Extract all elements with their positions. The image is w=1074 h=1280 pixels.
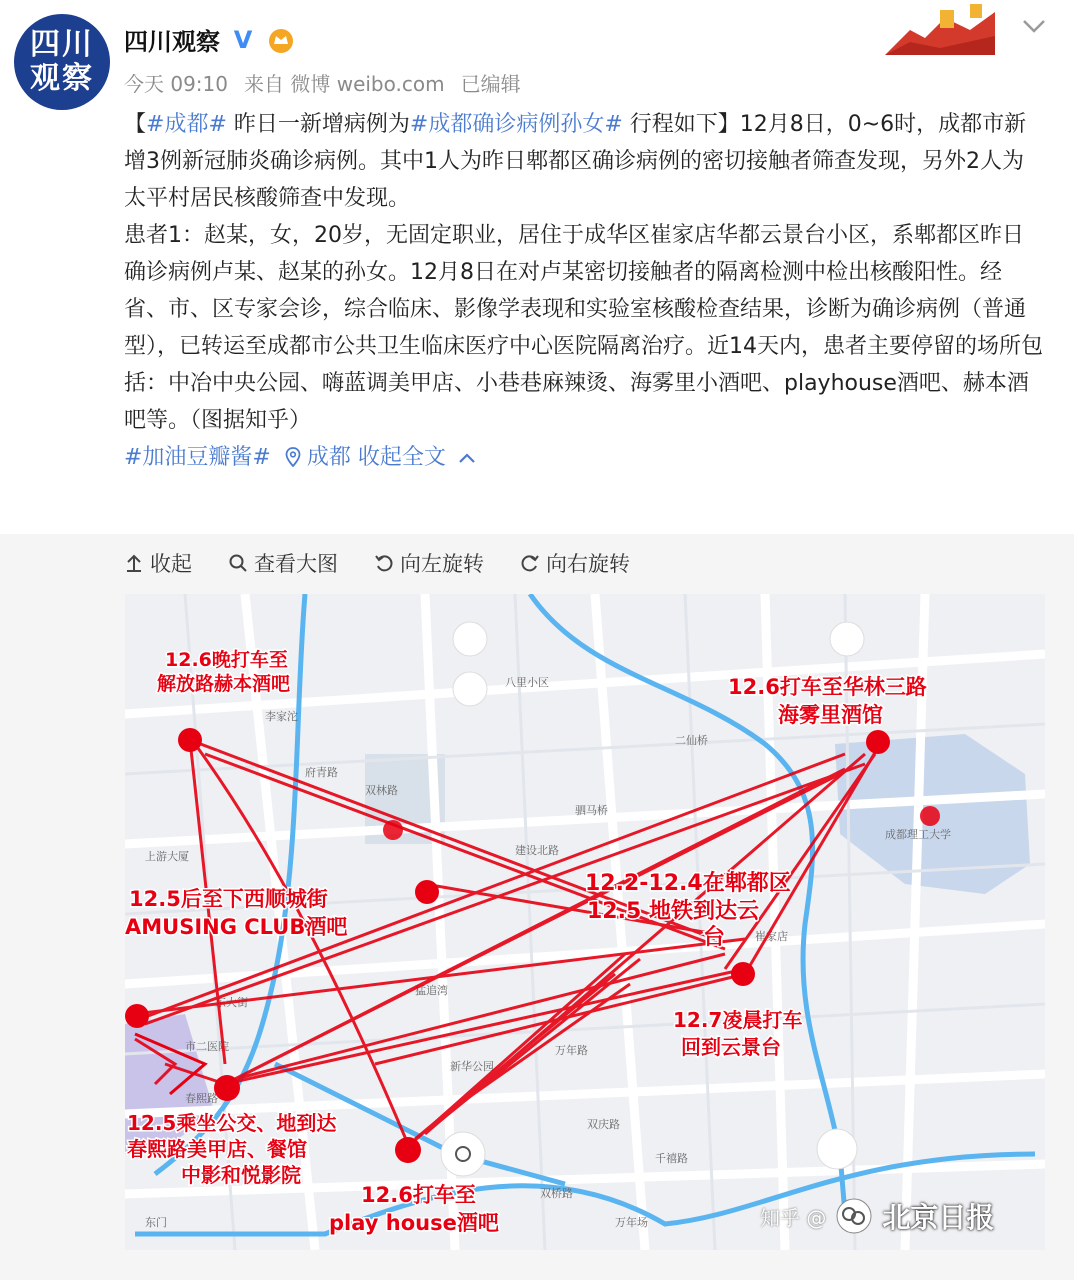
place-label: 成都理工大学: [885, 828, 951, 841]
annotation-5a: 12.7凌晨打车: [673, 1008, 803, 1032]
collapse-full-text-link[interactable]: 收起全文: [357, 445, 446, 470]
place-label: 二仙桥: [675, 734, 708, 747]
rotate-left-label: 向左旋转: [400, 552, 484, 576]
location-link[interactable]: [271, 445, 351, 470]
place-label: 万年场: [615, 1216, 648, 1229]
place-label: 李家沱: [265, 710, 298, 723]
place-label: 双庆路: [587, 1118, 620, 1131]
post-meta: [124, 68, 521, 97]
post-source: 来自 微博 weibo.com: [244, 72, 445, 96]
place-label: 千禧路: [655, 1152, 688, 1165]
search-icon: [228, 553, 248, 573]
annotation-2b: 海雾里酒馆: [778, 703, 883, 727]
place-label: 双林路: [365, 784, 398, 797]
post-edited[interactable]: 已编辑: [460, 72, 521, 96]
place-label: 猛追湾: [415, 984, 448, 997]
rotate-right-icon: [520, 553, 540, 573]
annotation-5b: 回到云景台: [681, 1035, 781, 1059]
marker-yunjingtai[interactable]: [731, 962, 755, 986]
hashtag-granddaughter[interactable]: #成都确诊病例孙女#: [409, 112, 623, 137]
hashtag-doubanjiang[interactable]: #加油豆瓣酱#: [124, 445, 271, 470]
marker-amusing-club[interactable]: [415, 880, 439, 904]
view-large-button[interactable]: [228, 548, 338, 578]
location-name: 成都: [306, 445, 351, 470]
place-label: 府青路: [305, 766, 338, 779]
arrow-up-icon: [124, 553, 144, 573]
paragraph-3: [124, 439, 1044, 476]
annotation-3c: 台: [703, 925, 726, 950]
rotate-right-button[interactable]: [520, 548, 630, 578]
place-label: 市二医院: [185, 1040, 229, 1053]
rotate-left-icon: [374, 553, 394, 573]
annotation-3a: 12.2-12.4在郫都区: [585, 871, 791, 896]
place-label: 八里小区: [505, 676, 549, 689]
rotate-left-button[interactable]: [374, 548, 484, 578]
post-content: [124, 106, 1044, 476]
post-time: 今天 09:10: [124, 72, 228, 96]
place-label: 新华公园: [450, 1060, 494, 1073]
account-name[interactable]: 四川观察: [124, 28, 220, 56]
verified-icon: V: [233, 25, 253, 54]
place-label: 崔家店: [755, 930, 788, 943]
text-segment: 昨日一新增病例为: [226, 112, 410, 137]
place-label: 驷马桥: [575, 804, 608, 817]
image-toolbar: [124, 548, 630, 578]
map-navigation-icon: [817, 1129, 857, 1169]
annotation-6c: 中影和悦影院: [181, 1163, 301, 1187]
text-segment: 行程如下】12月8日，0~6时，成都市新增3例新冠肺炎确诊病例。其中1人为昨日郫都区确诊病例的密切接触者筛查发现，另外2人为太平村居民核酸筛查中发现。: [124, 112, 1027, 211]
hashtag-chengdu[interactable]: #成都#: [146, 112, 227, 137]
avatar[interactable]: [14, 14, 110, 110]
watermark: [760, 1190, 1052, 1242]
route-map-image[interactable]: [125, 594, 1045, 1250]
collapse-label: 收起: [150, 552, 192, 576]
great-wall-decoration-icon: [880, 0, 1000, 60]
location-pin-icon: [285, 447, 301, 467]
collapse-image-button[interactable]: [124, 548, 192, 578]
bracket: 【: [124, 112, 147, 137]
zhihu-watermark: 知乎 @: [760, 1205, 827, 1230]
annotation-4a: 12.5后至下西顺城街: [129, 887, 328, 911]
chevron-down-icon[interactable]: [1020, 16, 1048, 36]
map-canvas: [125, 594, 1045, 1250]
place-label: 万年路: [555, 1044, 588, 1057]
name-row: [124, 22, 296, 57]
annotation-1a: 12.6晚打车至: [165, 649, 288, 671]
annotation-4b: AMUSING CLUB酒吧: [125, 915, 348, 939]
chevron-up-icon[interactable]: [458, 439, 476, 476]
annotation-2a: 12.6打车至华林三路: [728, 675, 927, 699]
marker-west[interactable]: [125, 1004, 149, 1028]
place-label: 春熙路: [185, 1092, 218, 1105]
source-watermark: 北京日报: [882, 1201, 995, 1234]
marker-haiwuli-bar[interactable]: [866, 730, 890, 754]
marker-playhouse-bar[interactable]: [395, 1137, 421, 1163]
paragraph-2: 患者1：赵某，女，20岁，无固定职业，居住于成华区崔家店华都云景台小区，系郫都区昨日确诊病例卢某、赵某的孙女。12月8日在对卢某密切接触者的隔离检测中检出核酸阳性。经省、市、区专家会诊，综合临床、影像学表现和实验室核酸检查结果，诊断为确诊病例（普通型），已转运至成都市公共卫生临床医疗中心医院隔离治疗。近14天内，患者主要停留的场所包括：中冶中央公园、嗨蓝调美甲店、小巷巷麻辣烫、海雾里小酒吧、playhouse酒吧、赫本酒吧等。（图据知乎）: [124, 223, 1043, 433]
annotation-6a: 12.5乘坐公交、地到达: [127, 1111, 337, 1135]
rotate-right-label: 向右旋转: [546, 552, 630, 576]
place-label: 上游大厦: [145, 850, 189, 863]
marker-chunxi-road[interactable]: [214, 1075, 240, 1101]
weibo-post: [0, 0, 1074, 530]
place-label: 东大街: [215, 996, 248, 1009]
annotation-7b: play house酒吧: [329, 1211, 499, 1235]
place-label: 双桥路: [540, 1187, 573, 1200]
map-message-icon: [830, 622, 864, 656]
wechat-logo-icon: [834, 1196, 874, 1236]
map-message-icon: [453, 622, 487, 656]
paragraph-1: [124, 106, 1044, 217]
place-label: 东门: [145, 1216, 167, 1229]
avatar-text-bottom: 观察: [30, 61, 94, 96]
view-large-label: 查看大图: [254, 552, 338, 576]
annotation-7a: 12.6打车至: [361, 1183, 476, 1207]
avatar-text-top: 四川: [30, 27, 94, 62]
map-layers-icon: [453, 672, 487, 706]
locate-icon: [441, 1132, 485, 1176]
marker-hepburn-bar[interactable]: [178, 728, 202, 752]
annotation-6b: 春熙路美甲店、餐馆: [127, 1137, 307, 1161]
annotation-3b: 12.5 地铁到达云: [587, 899, 759, 924]
annotation-1b: 解放路赫本酒吧: [157, 673, 291, 695]
vip-crown-icon: [266, 26, 296, 54]
place-label: 建设北路: [515, 844, 559, 857]
